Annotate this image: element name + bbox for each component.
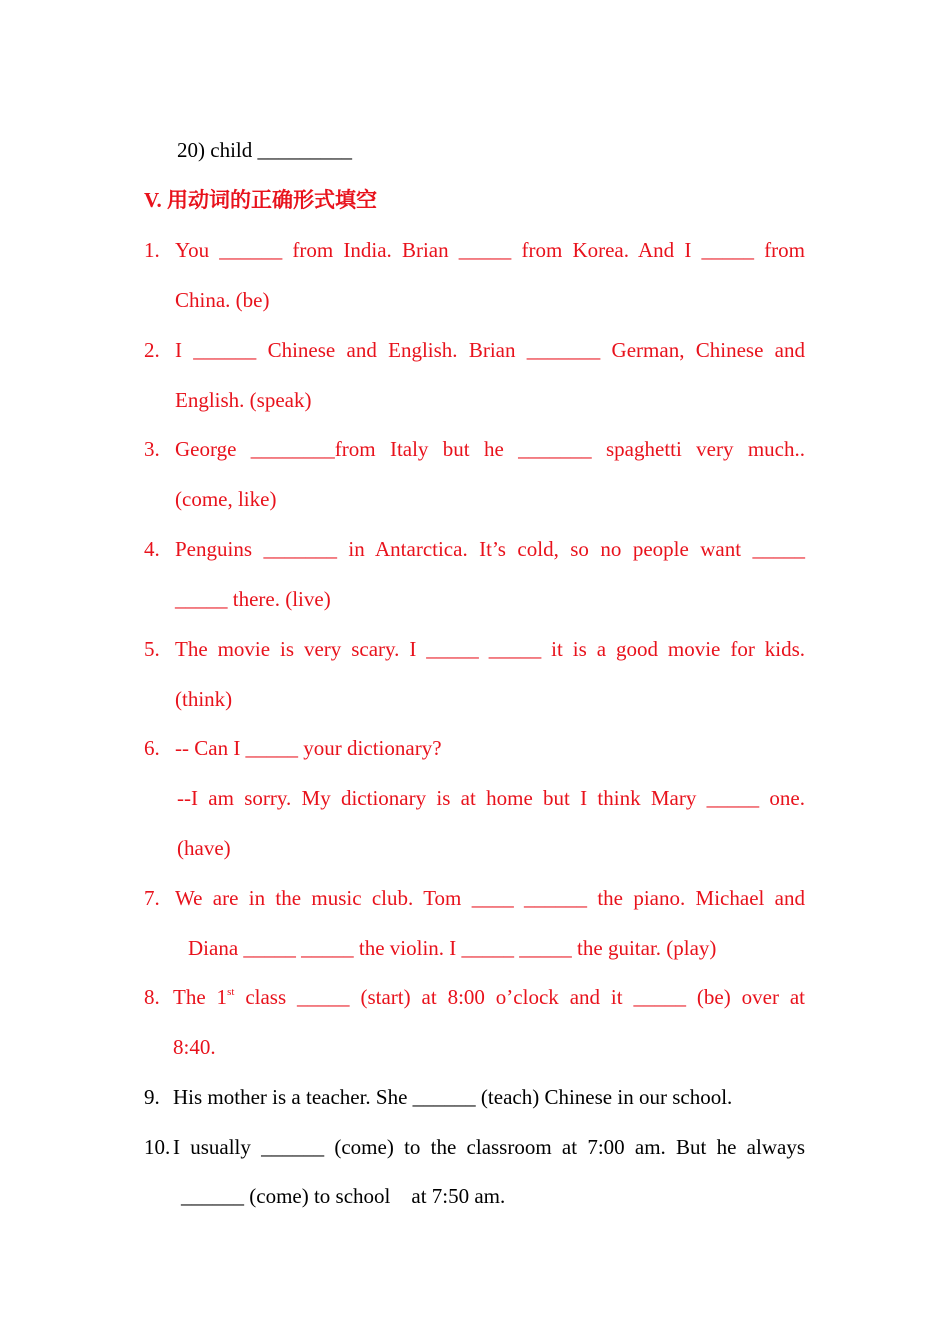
question-number: 9. [144, 1085, 160, 1109]
question-7-line-1: We are in the music club. Tom ____ ______ the piano. Michael and [175, 886, 805, 910]
question-5-line-1: The movie is very scary. I _____ _____ it is a good movie for kids. [175, 637, 805, 661]
question-5-line-2: (think) [175, 687, 233, 711]
question-number: 5. [144, 637, 160, 661]
question-6-line-2: --I am sorry. My dictionary is at home but I think Mary _____ one. [177, 786, 805, 810]
q8-text-pre: The 1 [173, 985, 228, 1009]
section-heading: V. 用动词的正确形式填空 [144, 188, 377, 212]
question-10-line-1: I usually ______ (come) to the classroom at 7:00 am. But he always [173, 1135, 805, 1159]
question-8-line-1 [173, 984, 805, 1010]
question-number: 7. [144, 886, 160, 910]
question-8-line-2: 8:40. [173, 1035, 216, 1059]
question-10-line-2: ______ (come) to school at 7:50 am. [181, 1184, 506, 1208]
question-number: 10. [144, 1135, 171, 1159]
question-number: 3. [144, 437, 160, 461]
question-3-line-2: (come, like) [175, 487, 277, 511]
question-number: 6. [144, 736, 160, 760]
question-4-line-1: Penguins _______ in Antarctica. It’s cold, so no people want _____ [175, 537, 805, 561]
question-1-line-2: China. (be) [175, 288, 270, 312]
q8-text-post: class _____ (start) at 8:00 o’clock and it _____ (be) over at [234, 985, 805, 1009]
question-1-line-1: You ______ from India. Brian _____ from Korea. And I _____ from [175, 238, 805, 262]
q8-superscript: st [227, 986, 235, 998]
question-6-line-1: -- Can I _____ your dictionary? [175, 736, 442, 760]
question-number: 8. [144, 985, 160, 1009]
question-7-line-2: Diana _____ _____ the violin. I _____ _____ the guitar. (play) [188, 936, 717, 960]
question-3-line-1: George ________from Italy but he _______ spaghetti very much.. [175, 437, 805, 461]
question-2-line-1: I ______ Chinese and English. Brian _______ German, Chinese and [175, 338, 805, 362]
question-number: 1. [144, 238, 160, 262]
question-9-line-1: His mother is a teacher. She ______ (teach) Chinese in our school. [173, 1085, 733, 1109]
question-number: 4. [144, 537, 160, 561]
item-20-child: 20) child _________ [177, 138, 352, 162]
question-2-line-2: English. (speak) [175, 388, 312, 412]
question-number: 2. [144, 338, 160, 362]
question-4-line-2: _____ there. (live) [175, 587, 331, 611]
question-6-line-3: (have) [177, 836, 231, 860]
